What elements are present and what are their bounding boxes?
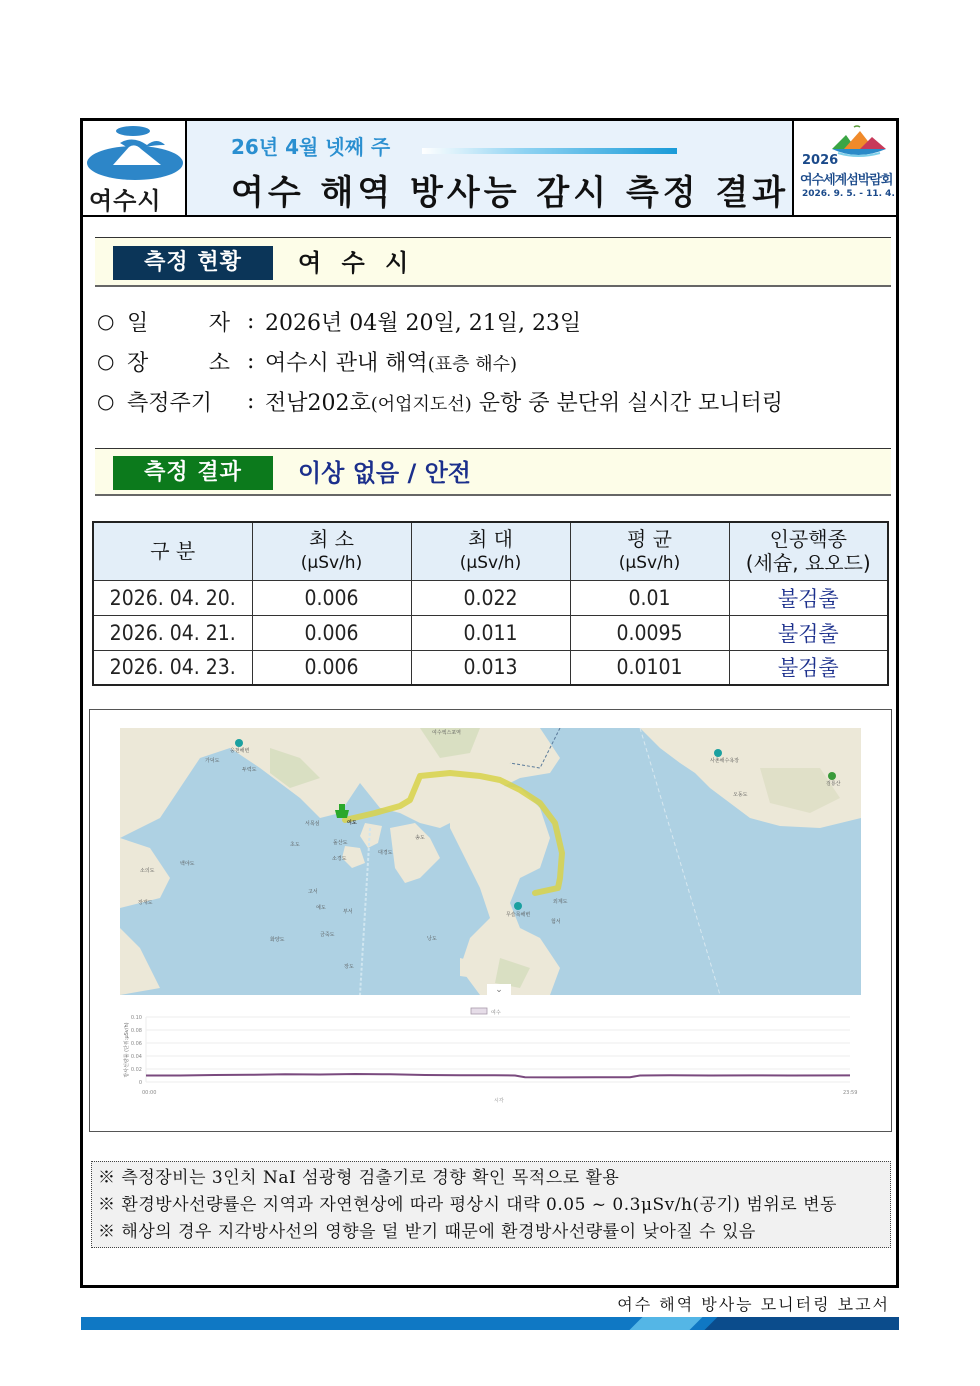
info-row-cycle <box>97 381 887 421</box>
info-row-date <box>97 301 887 341</box>
header-title: 평 균 <box>627 527 672 552</box>
svg-text:사촌해수욕장: 사촌해수욕장 <box>710 758 739 764</box>
notes-box <box>91 1161 891 1248</box>
svg-text:험서: 험서 <box>551 919 561 925</box>
info-label-location <box>127 346 232 377</box>
report-week-subtitle: 26년 4월 넷째 주 <box>231 135 391 159</box>
svg-text:00:00: 00:00 <box>142 1090 157 1096</box>
expo-year: 2026 <box>802 153 839 168</box>
cell-date: 2026. 04. 23. <box>93 650 252 685</box>
cell-max: 0.022 <box>411 580 570 615</box>
svg-text:여수엑스포역: 여수엑스포역 <box>432 730 461 736</box>
location-main: 여수시 관내 해역 <box>265 350 428 376</box>
note-item: ※ 측정장비는 3인치 NaI 섬광형 검출기로 경향 확인 목적으로 활용 <box>98 1168 620 1188</box>
header-unit: (μSv/h) <box>459 553 522 574</box>
note-item: ※ 해상의 경우 지각방사선의 영향을 덜 받기 때문에 환경방사선량률이 낮아질 수 있음 <box>98 1222 756 1242</box>
header-category <box>93 522 252 580</box>
label-part: 일 <box>127 310 151 336</box>
svg-text:예도: 예도 <box>316 905 326 911</box>
expo-dates: 2026. 9. 5. - 11. 4. <box>802 189 895 199</box>
expo-mountain-icon <box>830 125 890 161</box>
monitoring-visual-panel <box>89 709 892 1132</box>
info-separator: : <box>247 388 255 414</box>
info-label-date <box>127 306 232 337</box>
location-detail: (표층 해수) <box>427 353 518 375</box>
measurement-status-label: 측정 현황 <box>113 246 273 280</box>
expo-logo <box>794 121 896 215</box>
svg-text:외계도: 외계도 <box>553 899 568 905</box>
svg-text:0.10: 0.10 <box>130 1015 142 1021</box>
table-row <box>93 580 888 615</box>
footer-stripe <box>781 1317 899 1330</box>
info-value-cycle <box>265 386 783 417</box>
svg-text:화양도: 화양도 <box>270 937 285 943</box>
svg-text:여도: 여도 <box>347 820 357 826</box>
cell-date: 2026. 04. 21. <box>93 615 252 650</box>
yeosu-city-logo <box>83 121 187 215</box>
cell-artificial: 불검출 <box>729 650 888 685</box>
cell-date: 2026. 04. 20. <box>93 580 252 615</box>
dose-rate-line-chart <box>110 1002 870 1112</box>
info-separator: : <box>247 308 255 334</box>
results-table <box>92 521 889 686</box>
svg-text:백야도: 백야도 <box>180 861 195 867</box>
label-part: 소 <box>208 350 232 376</box>
header-unit: (μSv/h) <box>618 553 681 574</box>
table-header-row <box>93 522 888 580</box>
cell-min: 0.006 <box>252 580 411 615</box>
svg-text:서목섬: 서목섬 <box>305 821 320 827</box>
measurement-info-list <box>97 301 887 421</box>
footer-report-name: 여수 해역 방사능 모니터링 보고서 <box>617 1295 890 1314</box>
svg-text:검룡산: 검룡산 <box>826 781 841 787</box>
cell-avg: 0.01 <box>570 580 729 615</box>
svg-text:소의도: 소의도 <box>140 868 155 874</box>
svg-text:장재도: 장재도 <box>138 900 153 906</box>
info-value-location <box>265 346 517 377</box>
svg-text:23:59: 23:59 <box>843 1090 858 1096</box>
table-row <box>93 615 888 650</box>
route-map[interactable] <box>120 728 861 995</box>
label-part: 자 <box>208 310 232 336</box>
cell-max: 0.013 <box>411 650 570 685</box>
dose-rate-chart <box>110 1002 870 1112</box>
footer-decorative-bar <box>81 1317 899 1330</box>
svg-text:0.04: 0.04 <box>130 1054 142 1060</box>
report-header <box>83 121 896 217</box>
svg-text:시각: 시각 <box>494 1098 504 1104</box>
page-title: 여수 해역 방사능 감시 측정 결과 <box>231 173 790 213</box>
svg-text:가덕도: 가덕도 <box>205 758 220 764</box>
measurement-status-bar <box>95 237 891 287</box>
svg-text:고서: 고서 <box>308 889 318 895</box>
header-title: 최 대 <box>468 527 513 552</box>
header-title: 최 소 <box>309 527 354 552</box>
header-title: 구 분 <box>150 539 196 564</box>
svg-text:대경도: 대경도 <box>378 850 393 856</box>
cycle-description: 운항 중 분단위 실시간 모니터링 <box>471 390 783 416</box>
measurement-result-bar <box>95 448 891 496</box>
cell-min: 0.006 <box>252 615 411 650</box>
note-item: ※ 환경방사선량률은 지역과 자연현상에 따라 평상시 대략 0.05 ~ 0.3μSv/h(공기) 범위로 변동 <box>98 1195 837 1215</box>
measurement-result-value: 이상 없음 / 안전 <box>298 459 471 487</box>
svg-text:초도: 초도 <box>290 842 300 848</box>
header-unit: (세슘, 요오드) <box>745 551 871 576</box>
svg-text:송도: 송도 <box>415 835 425 841</box>
svg-text:두력도: 두력도 <box>242 767 257 773</box>
cell-avg: 0.0101 <box>570 650 729 685</box>
svg-text:0.08: 0.08 <box>130 1028 142 1034</box>
circle-bullet-icon: ○ <box>97 309 115 333</box>
header-unit: (μSv/h) <box>300 553 363 574</box>
cell-avg: 0.0095 <box>570 615 729 650</box>
title-area <box>187 121 794 215</box>
info-separator: : <box>247 348 255 374</box>
table-row <box>93 650 888 685</box>
cell-max: 0.011 <box>411 615 570 650</box>
expo-name: 여수세계섬박람회 <box>800 173 893 188</box>
vessel-name: 전남202호 <box>265 390 371 416</box>
info-value-date: 2026년 04월 20일, 21일, 23일 <box>265 310 582 336</box>
svg-text:장도: 장도 <box>344 964 354 970</box>
cell-min: 0.006 <box>252 650 411 685</box>
report-page <box>80 118 899 1288</box>
svg-text:돌산도: 돌산도 <box>333 840 348 846</box>
cell-artificial: 불검출 <box>729 580 888 615</box>
circle-bullet-icon: ○ <box>97 349 115 373</box>
svg-text:방사선량률 (단위:μSv/h): 방사선량률 (단위:μSv/h) <box>124 1022 130 1078</box>
svg-text:웅천해변: 웅천해변 <box>230 748 250 754</box>
header-min <box>252 522 411 580</box>
svg-text:0.06: 0.06 <box>130 1041 142 1047</box>
header-title: 인공핵종 <box>769 527 847 552</box>
svg-text:무슬목해변: 무슬목해변 <box>506 912 531 918</box>
svg-text:0: 0 <box>138 1080 142 1086</box>
subtitle-gradient-bar <box>422 148 677 154</box>
svg-text:금죽도: 금죽도 <box>320 932 335 938</box>
measurement-location-value: 여 수 시 <box>298 249 415 277</box>
map-collapse-toggle[interactable]: ⌄ <box>487 984 511 995</box>
svg-text:부서: 부서 <box>343 909 353 915</box>
svg-text:오동도: 오동도 <box>733 792 748 798</box>
header-max <box>411 522 570 580</box>
footer-stripe <box>630 1317 703 1330</box>
header-artificial-nuclides <box>729 522 888 580</box>
info-label-cycle: 측정주기 <box>127 390 213 416</box>
map-graphic <box>120 728 861 995</box>
circle-bullet-icon: ○ <box>97 389 115 413</box>
svg-text:낭도: 낭도 <box>427 936 437 942</box>
svg-text:0.02: 0.02 <box>130 1067 142 1073</box>
vessel-type: (어업지도선) <box>370 393 472 415</box>
svg-text:여수: 여수 <box>491 1010 501 1016</box>
header-avg <box>570 522 729 580</box>
svg-text:소경도: 소경도 <box>332 856 347 862</box>
measurement-result-label: 측정 결과 <box>113 456 273 490</box>
city-logo-text: 여수시 <box>89 187 162 215</box>
cell-artificial: 불검출 <box>729 615 888 650</box>
yeosu-emblem-icon <box>85 123 185 183</box>
label-part: 장 <box>127 350 151 376</box>
info-row-location <box>97 341 887 381</box>
